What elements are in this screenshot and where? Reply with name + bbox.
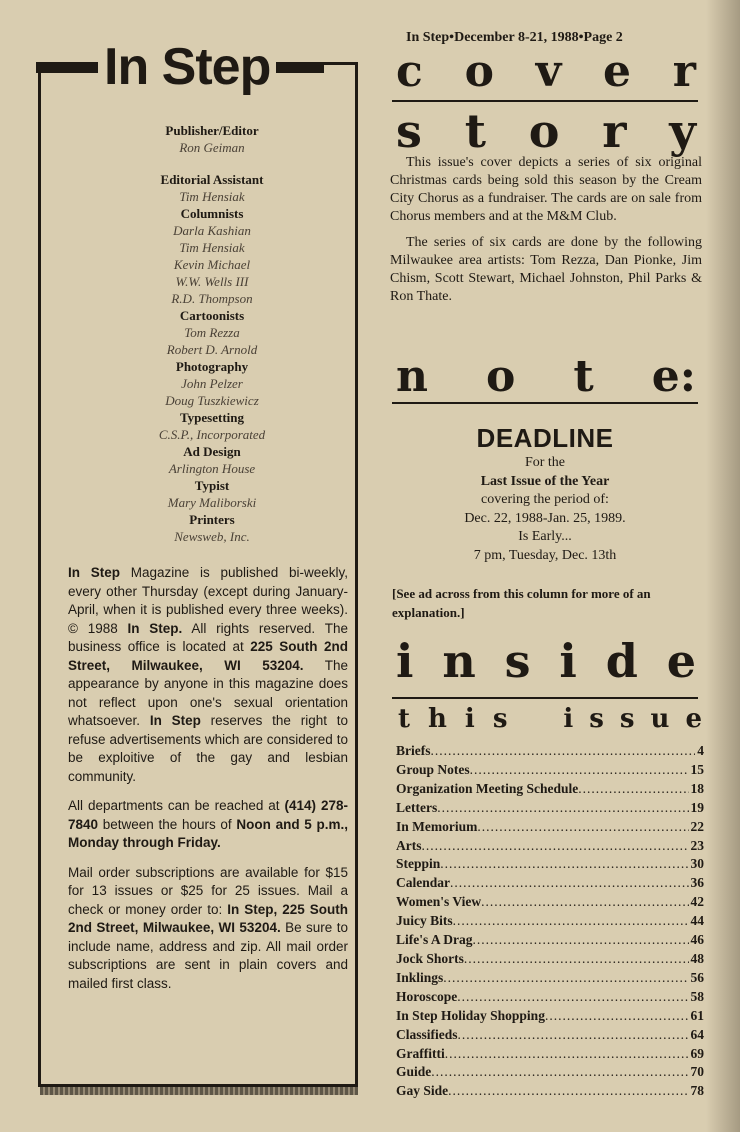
toc-title: Arts xyxy=(396,837,422,853)
about-publishing-paragraph xyxy=(68,564,348,786)
toc-row xyxy=(396,742,704,761)
toc-page-number: 18 xyxy=(690,780,704,796)
deadline-line: For the xyxy=(524,455,566,470)
toc-page-number: 19 xyxy=(690,799,704,815)
toc-title: Life's A Drag xyxy=(396,932,473,948)
toc-title: Classifieds xyxy=(396,1026,458,1042)
staff-name: Doug Tuszkiewicz xyxy=(165,393,259,408)
about-phone: (414) 278-7840 xyxy=(68,798,348,832)
toc-title: Guide xyxy=(396,1064,432,1080)
toc-row xyxy=(396,950,704,969)
staff-role: Typist xyxy=(194,478,230,493)
staff-name: Darla Kashian xyxy=(173,223,251,238)
toc-leader-dots xyxy=(431,742,696,761)
toc-row xyxy=(396,931,704,950)
staff-name: W.W. Wells III xyxy=(175,274,249,289)
about-text-bold: In Step. xyxy=(127,620,183,636)
staff-name: Arlington House xyxy=(168,461,256,476)
staff-name: Robert D. Arnold xyxy=(166,342,258,357)
toc-title: In Step Holiday Shopping xyxy=(396,1007,545,1023)
toc-page-number: 23 xyxy=(690,837,704,853)
toc-leader-dots xyxy=(477,818,688,837)
cover-paragraph-2: The series of six cards are done by the following Milwaukee area artists: Tom Rezza, Dan Pionke, Jim Chism, Scott Stewart, Michael Johnston, Phil Parks & Ron Thate. xyxy=(390,235,702,304)
logo-left-bar xyxy=(36,62,98,73)
heading-letter: d xyxy=(605,634,638,688)
note-heading xyxy=(396,351,696,402)
toc-leader-dots xyxy=(453,912,689,931)
toc-row xyxy=(396,912,704,931)
about-text-run: Mail order subscriptions are available for $15 for 13 issues or $25 for 25 issues. Mail a check or money order to: xyxy=(68,864,348,917)
inside-heading xyxy=(396,634,696,688)
toc-title: Gay Side xyxy=(396,1083,449,1099)
about-text-run: between the hours of xyxy=(98,816,237,832)
toc-page-number: 70 xyxy=(690,1064,704,1080)
toc-page-number: 78 xyxy=(690,1083,704,1099)
staff-list xyxy=(62,122,362,545)
table-of-contents xyxy=(396,742,704,1101)
issue-line: In Step•December 8-21, 1988•Page 2 xyxy=(406,30,623,45)
staff-name: R.D. Thompson xyxy=(171,291,253,306)
staff-role: Photography xyxy=(175,359,249,374)
toc-title: Women's View xyxy=(396,894,482,910)
toc-page-number: 4 xyxy=(697,743,704,758)
toc-title: Group Notes xyxy=(396,761,470,777)
toc-page-number: 44 xyxy=(690,913,704,929)
heading-letter: c xyxy=(396,46,423,97)
heading-letter: i xyxy=(396,634,414,688)
heading-letter: h xyxy=(428,704,447,734)
heading-letter: i xyxy=(563,704,574,734)
toc-page-number: 36 xyxy=(690,875,704,891)
heading-letter: n xyxy=(442,634,476,688)
deadline-line: Last Issue of the Year xyxy=(480,473,610,489)
toc-leader-dots xyxy=(437,799,688,818)
toc-leader-dots xyxy=(457,988,688,1007)
toc-page-number: 58 xyxy=(690,988,704,1004)
toc-leader-dots xyxy=(458,1026,689,1045)
staff-name: Mary Maliborski xyxy=(167,495,257,510)
toc-leader-dots xyxy=(448,1082,688,1101)
about-text-bold: In Step xyxy=(68,565,120,580)
toc-title: Graffitti xyxy=(396,1045,445,1061)
heading-letter: r xyxy=(672,46,696,97)
toc-leader-dots xyxy=(545,1007,689,1026)
cover-story-text xyxy=(390,154,702,314)
toc-page-number: 30 xyxy=(690,856,704,872)
about-text-bold: In Step xyxy=(149,713,201,728)
staff-role: Editorial Assistant xyxy=(160,172,264,187)
staff-role: Publisher/Editor xyxy=(165,123,259,138)
heading-letter: s xyxy=(504,634,531,688)
toc-title: Calendar xyxy=(396,875,450,891)
about-text-bold: 225 South 2nd Street, Milwaukee, WI 53204. xyxy=(68,639,348,673)
see-ad-note: [See ad across from this column for more of an explanation.] xyxy=(392,586,651,620)
deadline-line: 7 pm, Tuesday, Dec. 13th xyxy=(473,547,617,563)
heading-letter: s xyxy=(492,704,508,734)
toc-title: Jock Shorts xyxy=(396,950,464,966)
about-text-run: Magazine is published bi-weekly, every other Thursday (except during January-April, when it is published every three weeks). © 1988 xyxy=(68,565,348,636)
toc-title: Organization Meeting Schedule xyxy=(396,780,579,796)
heading-letter: r xyxy=(602,104,627,158)
staff-name: Tom Rezza xyxy=(184,325,240,340)
heading-letter: s xyxy=(589,704,604,734)
toc-leader-dots xyxy=(450,874,689,893)
heading-letter: o xyxy=(464,46,494,97)
toc-page-number: 69 xyxy=(690,1045,704,1061)
staff-role: Cartoonists xyxy=(179,308,245,323)
cover-heading xyxy=(396,46,696,97)
toc-page-number: 15 xyxy=(690,761,704,777)
logo-text: In Step xyxy=(98,41,276,93)
toc-leader-dots xyxy=(431,1063,688,1082)
heading-letter: t xyxy=(398,704,411,734)
toc-leader-dots xyxy=(481,893,688,912)
toc-row xyxy=(396,1026,704,1045)
deadline-title: DEADLINE xyxy=(476,423,614,453)
staff-name: Ron Geiman xyxy=(179,140,245,155)
toc-row xyxy=(396,1063,704,1082)
staff-name: C.S.P., Incorporated xyxy=(158,427,266,442)
heading-letter: n xyxy=(396,351,428,402)
cover-paragraph-1: This issue's cover depicts a series of six original Christmas cards being sold this season by the Cream City Chorus as a fundraiser. The cards are on sale from Chorus members and at the M&M Club. xyxy=(390,155,702,224)
heading-letter: i xyxy=(559,634,577,688)
heading-letter: e xyxy=(603,46,632,97)
divider-rule xyxy=(392,697,698,699)
toc-leader-dots xyxy=(578,780,688,799)
staff-name: John Pelzer xyxy=(181,376,243,391)
toc-page-number: 64 xyxy=(690,1026,704,1042)
about-text-run: Be sure to include name, address and zip. All mail order subscriptions are sent in plain covers and mailed first class. xyxy=(68,920,348,991)
heading-letter: t xyxy=(464,104,486,158)
heading-letter: s xyxy=(396,104,422,158)
about-text-run: The appearance by anyone in this magazine does not reflect upon one's sexual orientation whatsoever. xyxy=(68,657,348,728)
story-heading xyxy=(396,104,696,158)
toc-row xyxy=(396,799,704,818)
about-text xyxy=(68,564,348,1004)
about-text-run: All departments can be reached at xyxy=(68,798,285,813)
this-issue-heading xyxy=(398,706,702,732)
heading-letter: e xyxy=(666,634,696,688)
heading-letter: u xyxy=(650,704,670,734)
toc-row xyxy=(396,1045,704,1064)
toc-title: Juicy Bits xyxy=(396,913,453,929)
toc-row xyxy=(396,780,704,799)
heading-letter: s xyxy=(619,704,635,734)
toc-leader-dots xyxy=(422,837,689,856)
toc-title: Horoscope xyxy=(396,988,458,1004)
toc-row xyxy=(396,969,704,988)
toc-row xyxy=(396,818,704,837)
heading-letter: t xyxy=(573,351,594,402)
staff-role: Typesetting xyxy=(179,410,245,425)
staff-name: Kevin Michael xyxy=(173,257,251,272)
issue-word xyxy=(563,706,702,732)
deadline-notice xyxy=(390,422,700,565)
staff-name: Tim Hensiak xyxy=(179,240,245,255)
staff-role: Ad Design xyxy=(183,444,241,459)
staff-role: Printers xyxy=(189,512,235,527)
toc-page-number: 56 xyxy=(690,969,704,985)
toc-row xyxy=(396,1007,704,1026)
heading-letter: o xyxy=(528,104,560,158)
toc-row xyxy=(396,1082,704,1101)
toc-row xyxy=(396,874,704,893)
about-text-run: reserves the right to refuse advertisements which are considered to be exploitive of the gay and lesbian community. xyxy=(68,713,348,784)
toc-page-number: 22 xyxy=(690,818,704,834)
toc-title: Letters xyxy=(396,799,438,815)
about-text-bold: In Step, 225 South 2nd Street, Milwaukee, WI 53204. xyxy=(68,901,348,935)
deadline-line: Is Early... xyxy=(518,529,572,544)
staff-role: Columnists xyxy=(180,206,244,221)
toc-leader-dots xyxy=(445,1045,689,1064)
toc-row xyxy=(396,837,704,856)
page-edge-shadow xyxy=(706,0,740,1132)
toc-title: Briefs xyxy=(396,743,431,758)
deadline-line: Dec. 22, 1988-Jan. 25, 1989. xyxy=(464,510,626,526)
about-hours: Noon and 5 p.m., Monday through Friday. xyxy=(68,816,348,850)
toc-page-number: 42 xyxy=(690,894,704,910)
box-bottom-strip xyxy=(40,1087,358,1095)
toc-title: Steppin xyxy=(396,856,441,872)
heading-letter: e xyxy=(685,704,702,734)
toc-title: In Memorium xyxy=(396,818,478,834)
about-contact-paragraph xyxy=(68,797,348,853)
heading-letter: v xyxy=(535,46,562,97)
heading-letter: i xyxy=(464,704,475,734)
divider-rule xyxy=(392,100,698,102)
toc-page-number: 61 xyxy=(690,1007,704,1023)
toc-leader-dots xyxy=(443,969,688,988)
about-text-run: All rights reserved. The business office is located at xyxy=(68,620,348,654)
toc-row xyxy=(396,988,704,1007)
toc-row xyxy=(396,761,704,780)
heading-letter: y xyxy=(669,104,696,158)
toc-leader-dots xyxy=(464,950,689,969)
about-subscription-paragraph xyxy=(68,864,348,994)
staff-name: Newsweb, Inc. xyxy=(174,529,250,544)
toc-leader-dots xyxy=(470,761,689,780)
staff-name: Tim Hensiak xyxy=(179,189,245,204)
heading-letter: o xyxy=(486,351,516,402)
this-word xyxy=(398,706,507,732)
heading-letter: e: xyxy=(651,351,696,402)
toc-title: Inklings xyxy=(396,969,444,985)
divider-rule xyxy=(392,402,698,404)
toc-page-number: 48 xyxy=(690,950,704,966)
toc-leader-dots xyxy=(440,855,688,874)
masthead-logo xyxy=(36,32,324,102)
logo-right-bar xyxy=(276,62,324,73)
toc-row xyxy=(396,855,704,874)
toc-page-number: 46 xyxy=(690,932,704,948)
toc-row xyxy=(396,893,704,912)
staff-gap xyxy=(62,156,362,171)
deadline-line: covering the period of: xyxy=(481,492,609,507)
toc-leader-dots xyxy=(473,931,689,950)
